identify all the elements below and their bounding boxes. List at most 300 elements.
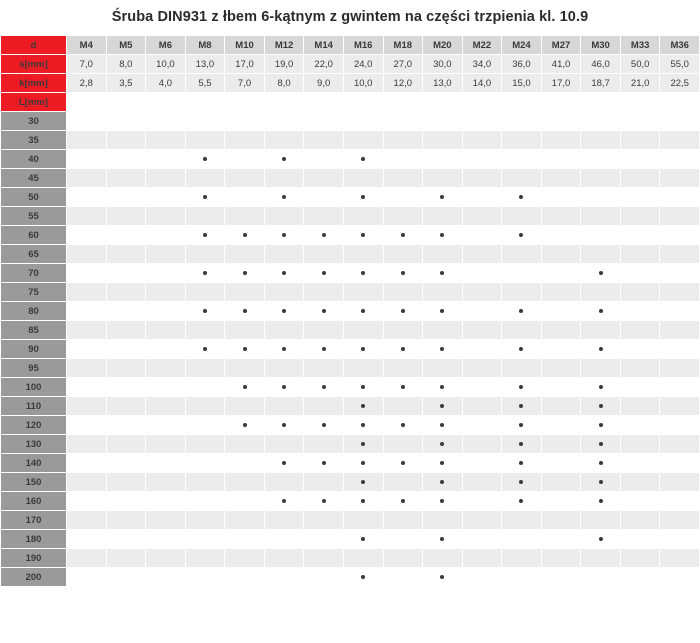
cell-M6-85 <box>146 321 186 340</box>
availability-dot <box>599 537 603 541</box>
cell-M33-130 <box>620 435 660 454</box>
cell-M5-150 <box>106 473 146 492</box>
cell-M27-60 <box>541 226 581 245</box>
table-row <box>1 340 700 359</box>
availability-dot <box>519 404 523 408</box>
length-label-75: 75 <box>1 283 67 302</box>
length-label-85: 85 <box>1 321 67 340</box>
cell-M5-100 <box>106 378 146 397</box>
cell-M30-200 <box>581 568 621 587</box>
cell-M14-40 <box>304 150 344 169</box>
page-title: Śruba DIN931 z łbem 6-kątnym z gwintem na części trzpienia kl. 10.9 <box>111 9 589 25</box>
cell-M20-95 <box>423 359 463 378</box>
cell-M27-70 <box>541 264 581 283</box>
cell-M5-160 <box>106 492 146 511</box>
cell-M27-200 <box>541 568 581 587</box>
cell-M22-150 <box>462 473 502 492</box>
cell-M24-190 <box>502 549 542 568</box>
cell-M12-30 <box>264 112 304 131</box>
availability-dot <box>401 499 405 503</box>
cell-M14-65 <box>304 245 344 264</box>
cell-M8-40 <box>185 150 225 169</box>
cell-M27-65 <box>541 245 581 264</box>
cell-M30-80 <box>581 302 621 321</box>
availability-dot <box>599 385 603 389</box>
cell-M20-100 <box>423 378 463 397</box>
length-header-blank-M22 <box>462 93 502 112</box>
cell-M22-30 <box>462 112 502 131</box>
cell-M14-100 <box>304 378 344 397</box>
cell-M27-150 <box>541 473 581 492</box>
header-size-M6: M6 <box>146 36 186 55</box>
length-header-blank-M24 <box>502 93 542 112</box>
header-row-l <box>1 93 700 112</box>
table-row <box>1 264 700 283</box>
cell-M20-130 <box>423 435 463 454</box>
cell-M5-70 <box>106 264 146 283</box>
cell-M5-130 <box>106 435 146 454</box>
table-row <box>1 416 700 435</box>
cell-M22-65 <box>462 245 502 264</box>
header-label-k: k[mm] <box>1 74 67 93</box>
cell-M36-50 <box>660 188 700 207</box>
k-value-M18: 12,0 <box>383 74 423 93</box>
k-value-M5: 3,5 <box>106 74 146 93</box>
availability-dot <box>519 423 523 427</box>
availability-dot <box>203 195 207 199</box>
cell-M20-150 <box>423 473 463 492</box>
cell-M33-95 <box>620 359 660 378</box>
s-value-M5: 8,0 <box>106 55 146 74</box>
cell-M8-45 <box>185 169 225 188</box>
cell-M6-200 <box>146 568 186 587</box>
header-size-M14: M14 <box>304 36 344 55</box>
cell-M5-45 <box>106 169 146 188</box>
cell-M33-140 <box>620 454 660 473</box>
length-label-55: 55 <box>1 207 67 226</box>
cell-M8-180 <box>185 530 225 549</box>
availability-dot <box>599 442 603 446</box>
availability-dot <box>361 271 365 275</box>
header-size-M8: M8 <box>185 36 225 55</box>
length-label-140: 140 <box>1 454 67 473</box>
cell-M14-30 <box>304 112 344 131</box>
cell-M20-200 <box>423 568 463 587</box>
cell-M18-110 <box>383 397 423 416</box>
s-value-M24: 36,0 <box>502 55 542 74</box>
k-value-M16: 10,0 <box>343 74 383 93</box>
cell-M33-85 <box>620 321 660 340</box>
cell-M14-55 <box>304 207 344 226</box>
header-size-M20: M20 <box>423 36 463 55</box>
cell-M24-150 <box>502 473 542 492</box>
cell-M6-110 <box>146 397 186 416</box>
length-header-blank-M20 <box>423 93 463 112</box>
cell-M4-140 <box>67 454 107 473</box>
cell-M10-130 <box>225 435 265 454</box>
cell-M27-75 <box>541 283 581 302</box>
cell-M22-90 <box>462 340 502 359</box>
cell-M30-120 <box>581 416 621 435</box>
cell-M8-65 <box>185 245 225 264</box>
k-value-M14: 9,0 <box>304 74 344 93</box>
length-header-blank-M14 <box>304 93 344 112</box>
cell-M18-35 <box>383 131 423 150</box>
s-value-M14: 22,0 <box>304 55 344 74</box>
cell-M14-70 <box>304 264 344 283</box>
table-row <box>1 359 700 378</box>
s-value-M20: 30,0 <box>423 55 463 74</box>
cell-M36-65 <box>660 245 700 264</box>
s-value-M8: 13,0 <box>185 55 225 74</box>
cell-M5-200 <box>106 568 146 587</box>
cell-M30-65 <box>581 245 621 264</box>
cell-M16-75 <box>343 283 383 302</box>
cell-M6-45 <box>146 169 186 188</box>
cell-M27-160 <box>541 492 581 511</box>
cell-M27-100 <box>541 378 581 397</box>
cell-M16-50 <box>343 188 383 207</box>
availability-dot <box>322 499 326 503</box>
cell-M36-75 <box>660 283 700 302</box>
cell-M12-100 <box>264 378 304 397</box>
availability-dot <box>282 233 286 237</box>
cell-M36-30 <box>660 112 700 131</box>
cell-M24-100 <box>502 378 542 397</box>
cell-M14-95 <box>304 359 344 378</box>
cell-M24-170 <box>502 511 542 530</box>
cell-M18-65 <box>383 245 423 264</box>
cell-M18-120 <box>383 416 423 435</box>
cell-M5-35 <box>106 131 146 150</box>
availability-dot <box>203 309 207 313</box>
k-value-M12: 8,0 <box>264 74 304 93</box>
header-label-l: L[mm] <box>1 93 67 112</box>
length-header-blank-M6 <box>146 93 186 112</box>
cell-M27-55 <box>541 207 581 226</box>
availability-dot <box>599 423 603 427</box>
cell-M24-75 <box>502 283 542 302</box>
cell-M33-200 <box>620 568 660 587</box>
table-row <box>1 150 700 169</box>
cell-M20-180 <box>423 530 463 549</box>
cell-M10-75 <box>225 283 265 302</box>
s-value-M16: 24,0 <box>343 55 383 74</box>
cell-M16-90 <box>343 340 383 359</box>
header-size-M36: M36 <box>660 36 700 55</box>
cell-M36-80 <box>660 302 700 321</box>
cell-M33-80 <box>620 302 660 321</box>
cell-M10-110 <box>225 397 265 416</box>
length-label-200: 200 <box>1 568 67 587</box>
cell-M22-95 <box>462 359 502 378</box>
length-label-70: 70 <box>1 264 67 283</box>
table-row <box>1 549 700 568</box>
cell-M8-110 <box>185 397 225 416</box>
cell-M27-120 <box>541 416 581 435</box>
cell-M20-65 <box>423 245 463 264</box>
length-label-130: 130 <box>1 435 67 454</box>
cell-M6-190 <box>146 549 186 568</box>
cell-M24-80 <box>502 302 542 321</box>
cell-M30-95 <box>581 359 621 378</box>
cell-M36-85 <box>660 321 700 340</box>
cell-M24-70 <box>502 264 542 283</box>
cell-M12-170 <box>264 511 304 530</box>
availability-dot <box>361 499 365 503</box>
availability-dot <box>599 404 603 408</box>
cell-M16-190 <box>343 549 383 568</box>
cell-M8-160 <box>185 492 225 511</box>
length-header-blank-M4 <box>67 93 107 112</box>
availability-dot <box>361 423 365 427</box>
cell-M24-95 <box>502 359 542 378</box>
availability-dot <box>519 442 523 446</box>
cell-M6-95 <box>146 359 186 378</box>
cell-M30-110 <box>581 397 621 416</box>
cell-M22-140 <box>462 454 502 473</box>
cell-M6-80 <box>146 302 186 321</box>
availability-dot <box>282 423 286 427</box>
cell-M10-80 <box>225 302 265 321</box>
cell-M14-200 <box>304 568 344 587</box>
table-row <box>1 169 700 188</box>
cell-M16-120 <box>343 416 383 435</box>
cell-M4-150 <box>67 473 107 492</box>
cell-M20-60 <box>423 226 463 245</box>
length-label-30: 30 <box>1 112 67 131</box>
s-value-M4: 7,0 <box>67 55 107 74</box>
cell-M36-170 <box>660 511 700 530</box>
availability-dot <box>322 309 326 313</box>
cell-M20-30 <box>423 112 463 131</box>
availability-dot <box>282 347 286 351</box>
cell-M4-90 <box>67 340 107 359</box>
cell-M16-40 <box>343 150 383 169</box>
cell-M12-60 <box>264 226 304 245</box>
cell-M4-200 <box>67 568 107 587</box>
cell-M14-110 <box>304 397 344 416</box>
cell-M20-45 <box>423 169 463 188</box>
cell-M22-70 <box>462 264 502 283</box>
length-header-blank-M12 <box>264 93 304 112</box>
cell-M20-120 <box>423 416 463 435</box>
cell-M12-150 <box>264 473 304 492</box>
cell-M30-30 <box>581 112 621 131</box>
availability-dot <box>322 233 326 237</box>
cell-M8-190 <box>185 549 225 568</box>
cell-M27-170 <box>541 511 581 530</box>
length-label-180: 180 <box>1 530 67 549</box>
table-row <box>1 473 700 492</box>
cell-M22-170 <box>462 511 502 530</box>
length-label-60: 60 <box>1 226 67 245</box>
cell-M4-160 <box>67 492 107 511</box>
cell-M4-55 <box>67 207 107 226</box>
cell-M24-40 <box>502 150 542 169</box>
header-size-M5: M5 <box>106 36 146 55</box>
s-value-M30: 46,0 <box>581 55 621 74</box>
cell-M5-50 <box>106 188 146 207</box>
cell-M6-75 <box>146 283 186 302</box>
cell-M10-140 <box>225 454 265 473</box>
availability-dot <box>440 480 444 484</box>
cell-M24-30 <box>502 112 542 131</box>
s-value-M6: 10,0 <box>146 55 186 74</box>
cell-M30-150 <box>581 473 621 492</box>
s-value-M12: 19,0 <box>264 55 304 74</box>
table-row <box>1 112 700 131</box>
length-label-100: 100 <box>1 378 67 397</box>
cell-M27-50 <box>541 188 581 207</box>
availability-dot <box>519 309 523 313</box>
cell-M16-180 <box>343 530 383 549</box>
cell-M5-65 <box>106 245 146 264</box>
cell-M4-85 <box>67 321 107 340</box>
cell-M20-90 <box>423 340 463 359</box>
cell-M12-180 <box>264 530 304 549</box>
length-header-blank-M8 <box>185 93 225 112</box>
availability-dot <box>440 347 444 351</box>
cell-M24-180 <box>502 530 542 549</box>
cell-M18-190 <box>383 549 423 568</box>
cell-M8-35 <box>185 131 225 150</box>
cell-M22-80 <box>462 302 502 321</box>
cell-M22-50 <box>462 188 502 207</box>
cell-M30-40 <box>581 150 621 169</box>
availability-dot <box>599 480 603 484</box>
cell-M12-85 <box>264 321 304 340</box>
s-value-M27: 41,0 <box>541 55 581 74</box>
s-value-M10: 17,0 <box>225 55 265 74</box>
cell-M14-60 <box>304 226 344 245</box>
cell-M20-160 <box>423 492 463 511</box>
cell-M12-90 <box>264 340 304 359</box>
cell-M36-140 <box>660 454 700 473</box>
cell-M30-190 <box>581 549 621 568</box>
cell-M8-130 <box>185 435 225 454</box>
cell-M22-75 <box>462 283 502 302</box>
availability-dot <box>243 309 247 313</box>
cell-M12-190 <box>264 549 304 568</box>
length-header-blank-M30 <box>581 93 621 112</box>
cell-M8-140 <box>185 454 225 473</box>
cell-M8-170 <box>185 511 225 530</box>
cell-M4-120 <box>67 416 107 435</box>
length-label-90: 90 <box>1 340 67 359</box>
cell-M6-70 <box>146 264 186 283</box>
cell-M8-120 <box>185 416 225 435</box>
cell-M12-40 <box>264 150 304 169</box>
cell-M16-85 <box>343 321 383 340</box>
table-row <box>1 397 700 416</box>
cell-M5-75 <box>106 283 146 302</box>
cell-M33-60 <box>620 226 660 245</box>
cell-M27-130 <box>541 435 581 454</box>
cell-M33-45 <box>620 169 660 188</box>
cell-M33-35 <box>620 131 660 150</box>
availability-dot <box>322 347 326 351</box>
availability-dot <box>440 442 444 446</box>
availability-dot <box>361 347 365 351</box>
availability-dot <box>401 309 405 313</box>
cell-M16-95 <box>343 359 383 378</box>
header-size-M4: M4 <box>67 36 107 55</box>
cell-M4-45 <box>67 169 107 188</box>
cell-M30-35 <box>581 131 621 150</box>
cell-M16-30 <box>343 112 383 131</box>
availability-dot <box>282 309 286 313</box>
cell-M4-180 <box>67 530 107 549</box>
cell-M22-160 <box>462 492 502 511</box>
cell-M12-160 <box>264 492 304 511</box>
cell-M33-90 <box>620 340 660 359</box>
cell-M10-30 <box>225 112 265 131</box>
cell-M18-85 <box>383 321 423 340</box>
length-label-120: 120 <box>1 416 67 435</box>
k-value-M24: 15,0 <box>502 74 542 93</box>
availability-dot <box>361 480 365 484</box>
availability-dot <box>361 157 365 161</box>
cell-M10-50 <box>225 188 265 207</box>
cell-M16-35 <box>343 131 383 150</box>
cell-M12-110 <box>264 397 304 416</box>
k-value-M30: 18,7 <box>581 74 621 93</box>
cell-M30-45 <box>581 169 621 188</box>
cell-M20-55 <box>423 207 463 226</box>
table-row <box>1 511 700 530</box>
availability-dot <box>401 461 405 465</box>
header-row-k <box>1 74 700 93</box>
availability-dot <box>361 233 365 237</box>
cell-M6-120 <box>146 416 186 435</box>
cell-M6-100 <box>146 378 186 397</box>
cell-M8-75 <box>185 283 225 302</box>
availability-dot <box>519 480 523 484</box>
cell-M10-85 <box>225 321 265 340</box>
availability-dot <box>243 233 247 237</box>
availability-dot <box>243 423 247 427</box>
cell-M27-80 <box>541 302 581 321</box>
cell-M8-70 <box>185 264 225 283</box>
cell-M18-140 <box>383 454 423 473</box>
k-value-M6: 4,0 <box>146 74 186 93</box>
length-label-95: 95 <box>1 359 67 378</box>
cell-M10-90 <box>225 340 265 359</box>
cell-M16-140 <box>343 454 383 473</box>
length-header-blank-M10 <box>225 93 265 112</box>
cell-M18-200 <box>383 568 423 587</box>
cell-M18-75 <box>383 283 423 302</box>
cell-M6-150 <box>146 473 186 492</box>
cell-M33-40 <box>620 150 660 169</box>
cell-M8-80 <box>185 302 225 321</box>
s-value-M18: 27,0 <box>383 55 423 74</box>
length-header-blank-M18 <box>383 93 423 112</box>
cell-M10-190 <box>225 549 265 568</box>
cell-M4-170 <box>67 511 107 530</box>
cell-M30-90 <box>581 340 621 359</box>
cell-M20-40 <box>423 150 463 169</box>
cell-M5-30 <box>106 112 146 131</box>
cell-M16-65 <box>343 245 383 264</box>
table-row <box>1 568 700 587</box>
table-row <box>1 207 700 226</box>
cell-M33-180 <box>620 530 660 549</box>
k-value-M8: 5,5 <box>185 74 225 93</box>
cell-M10-45 <box>225 169 265 188</box>
cell-M14-75 <box>304 283 344 302</box>
